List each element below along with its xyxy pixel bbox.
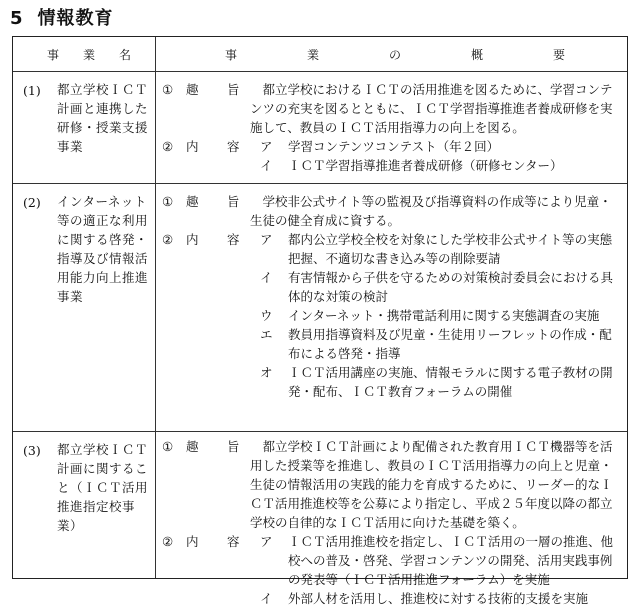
content-mark: ② xyxy=(162,534,174,549)
project-number: (1) xyxy=(23,83,41,98)
header-char: 事 xyxy=(47,47,60,62)
item-text: 教員用指導資料及び児童・生徒用リーフレットの作成・配布による啓発・指導 xyxy=(288,327,612,361)
info-education-table xyxy=(12,36,628,606)
list-item xyxy=(260,306,623,325)
header-char: 業 xyxy=(306,47,319,62)
content-mark: ② xyxy=(162,139,174,154)
purpose-label: 趣 旨 xyxy=(186,439,248,454)
table-header-row xyxy=(13,37,627,72)
purpose-text: 学校非公式サイト等の監視及び指導資料の作成等により児童・生徒の健全育成に資する。 xyxy=(250,194,612,228)
project-name: 都立学校ＩＣＴ計画と連携した研修・授業支援事業 xyxy=(57,82,149,154)
item-mark: イ xyxy=(260,158,273,173)
item-text: インターネット・携帯電話利用に関する実態調査の実施 xyxy=(288,308,600,323)
item-mark: オ xyxy=(260,365,273,380)
header-project-overview xyxy=(225,37,565,71)
header-char: 名 xyxy=(118,47,131,62)
header-char: 要 xyxy=(552,47,565,62)
list-item xyxy=(260,137,623,156)
purpose-label: 趣 旨 xyxy=(186,194,248,209)
item-mark: ウ xyxy=(260,308,273,323)
content-list xyxy=(250,230,623,401)
project-number: (3) xyxy=(23,443,41,458)
purpose-mark: ① xyxy=(162,194,174,209)
list-item xyxy=(260,589,623,608)
content-label: 内 容 xyxy=(186,534,248,549)
item-text: ＩＣＴ活用講座の実施、情報モラルに関する電子教材の開発・配布、ＩＣＴ教育フォーラムの開催 xyxy=(288,365,613,399)
table-row xyxy=(13,183,627,432)
list-item xyxy=(260,363,623,401)
item-mark: ア xyxy=(260,232,273,247)
table-row xyxy=(13,71,627,184)
item-text: 学習コンテンツコンテスト（年２回） xyxy=(288,139,500,154)
table-row xyxy=(13,431,627,606)
item-mark: イ xyxy=(260,270,273,285)
purpose-mark: ① xyxy=(162,82,174,97)
item-text: 有害情報から子供を守るための対策検討委員会における具体的な対策の検討 xyxy=(288,270,614,304)
purpose-mark: ① xyxy=(162,439,174,454)
header-char: 事 xyxy=(225,47,238,62)
content-mark: ② xyxy=(162,232,174,247)
item-text: ＩＣＴ学習指導推進者養成研修（研修センター） xyxy=(288,158,563,173)
purpose-text: 都立学校におけるＩＣＴの活用推進を図るために、学習コンテンツの充実を図るとともに、ＩＣＴ学習指導推進者養成研修を実施して、教員のＩＣＴ活用指導力の向上を図る。 xyxy=(250,82,613,135)
list-item xyxy=(260,532,623,589)
item-mark: イ xyxy=(260,591,273,606)
section-heading xyxy=(10,4,114,30)
purpose-label: 趣 旨 xyxy=(186,82,248,97)
purpose-text: 都立学校ＩＣＴ計画により配備された教育用ＩＣＴ機器等を活用した授業等を推進し、教員のＩＣＴ活用指導力の向上と児童・生徒の情報活用の実践的能力を育成するために、リーダー的なＩＣＴ活用推進校等を公募により指定し、平成２５年度以降の都立学校の自律的なＩＣＴ活用に向けた基礎を築く。 xyxy=(250,439,613,530)
content-label: 内 容 xyxy=(186,232,248,247)
content-label: 内 容 xyxy=(186,139,248,154)
item-text: 都内公立学校全校を対象にした学校非公式サイト等の実態把握、不適切な書き込み等の削除要請 xyxy=(288,232,613,266)
content-list xyxy=(250,532,623,608)
project-name: インターネット等の適正な利用に関する啓発・指導及び情報活用能力向上推進事業 xyxy=(57,194,149,304)
list-item xyxy=(260,230,623,268)
header-char: 概 xyxy=(470,47,483,62)
item-mark: ア xyxy=(260,139,273,154)
item-mark: エ xyxy=(260,327,273,342)
list-item xyxy=(260,325,623,363)
item-mark: ア xyxy=(260,534,273,549)
header-char: 業 xyxy=(82,47,95,62)
list-item xyxy=(260,268,623,306)
content-list xyxy=(250,137,623,175)
project-name: 都立学校ＩＣＴ計画に関すること（ＩＣＴ活用推進指定校事業） xyxy=(57,442,149,533)
header-char: の xyxy=(388,47,401,62)
project-number: (2) xyxy=(23,195,41,210)
item-text: ＩＣＴ活用推進校を指定し、ＩＣＴ活用の一層の推進、他校への普及・啓発、学習コンテンツの開発、活用実践事例の発表等（ＩＣＴ活用推進フォーラム）を実施 xyxy=(288,534,614,587)
section-title: 情報教育 xyxy=(37,8,114,29)
list-item xyxy=(260,156,623,175)
header-project-name xyxy=(47,37,131,71)
section-number: 5 xyxy=(10,8,24,29)
item-text: 外部人材を活用し、推進校に対する技術的支援を実施 xyxy=(288,591,589,606)
